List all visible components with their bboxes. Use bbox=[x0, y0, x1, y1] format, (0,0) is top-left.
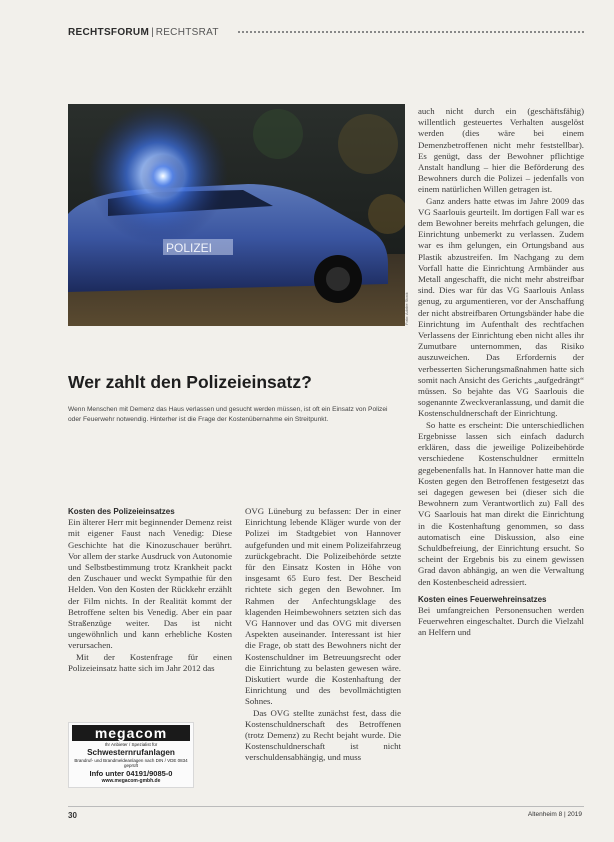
paragraph: So hatte es erscheint: Die unterschiedlichen Ergebnisse lassen sich einfach dadurch erklären, dass die jeweilige Polizeibehörde verschiedene Kostenschuldner ermitteln gegebenenfalls hat. In Hannover hatte man die Kosten gegen den Betroffenen festgesetzt das sei dagegen gewesen bei (dieser sich die Bewohnern zum Verantwortlich zu) Fall des VG Saarlouis hat man direkt die Einrichtung in die Kostenhaftung genommen, so dass automatisch eine Diskussion, also eine Schuldbefreiung, der Einrichtung ersucht. So scheint der Ergebnis bis zu einem gewissen Grad davon abhängig, an wen die Verwaltung den Kostenbescheid adressiert. bbox=[418, 419, 584, 587]
ad-tagline: Ihr Anbieter / Spezialist für bbox=[104, 742, 158, 747]
text-column-middle bbox=[245, 506, 401, 764]
footer-rule bbox=[68, 806, 584, 807]
megacom-advertisement[interactable] bbox=[68, 722, 194, 788]
section-label: RECHTSFORUM bbox=[68, 27, 150, 38]
text-column-left bbox=[68, 506, 232, 674]
header-dotted-rule bbox=[238, 31, 584, 33]
section-header bbox=[68, 22, 584, 38]
paragraph: Ein älterer Herr mit beginnender Demenz reist mit eigener Faust nach Venedig: Diese Geschichte hat die Kinozuschauer berührt. Vor allem der starke Ausdruck von Autonomie und Selbstbestimmung trotz Krankheit packt den Zuschauer und weckt Sympathie für den Helden. Von den Kosten der Rückkehr erzählt der Film nichts. In der Realität kommt der Betroffene selten bis Venedig. Aber ein paar Straßenzüge weiter. Das ist nicht ungewöhnlich und kann erhebliche Kosten verursachen. bbox=[68, 517, 232, 651]
page-number: 30 bbox=[68, 811, 77, 820]
article-lead: Wenn Menschen mit Demenz das Haus verlassen und gesucht werden müssen, ist oft ein Einsatz von Polizei oder Feuerwehr notwendig. Hinterher ist die Frage der Kostenübernahme ein Streitpunkt. bbox=[68, 406, 388, 423]
text-column-right bbox=[418, 106, 584, 639]
paragraph: Bei umfangreichen Personensuchen werden Feuerwehren eingeschaltet. Durch die Vielzahl an Helfern und bbox=[418, 604, 584, 638]
police-car-image bbox=[68, 104, 405, 326]
subsection-label: RECHTSRAT bbox=[155, 27, 219, 38]
section-separator: | bbox=[151, 27, 154, 38]
paragraph: Mit der Kostenfrage für einen Polizeieinsatz hatte sich im Jahr 2012 das bbox=[68, 651, 232, 673]
subhead-polizeieinsatz: Kosten des Polizeieinsatzes bbox=[68, 507, 175, 516]
ad-description: Brandruf- und Brandmeldeanlagen nach DIN / VDE 0834 geprüft bbox=[74, 758, 188, 768]
megacom-logo: megacom bbox=[72, 725, 190, 741]
paragraph: auch nicht durch ein (geschäftsfähig) willentlich gesteuertes Verhalten ausgelöst werden (dies wäre bei einem Demenzbetroffenen nicht mehr feststellbar). Es genügt, dass der Bewohner pflichtige Anstalt handlung – hier die Beförderung des Bewohners durch die Polizei – jedenfalls von einem natürlichen Willen getragen ist. bbox=[418, 106, 584, 195]
paragraph: Das OVG stellte zunächst fest, dass die Kostenschuldnerschaft des Betroffenen (trotz Demenz) zu Recht bejaht wurde. Die Kostenschuldnerschaft ist nicht verschuldensabhängig, und muss bbox=[245, 707, 401, 763]
article-headline: Wer zahlt den Polizeieinsatz? bbox=[68, 372, 312, 392]
paragraph: Ganz anders hatte etwas im Jahre 2009 das VG Saarlouis geurteilt. Im dortigen Fall war es dem Bewohner bereits mehrfach gelungen, die Einrichtung unbemerkt zu verlassen. Zudem war es ihm gelungen, ein Ortungsband aus Plastik abzustreifen. Im Nachgang zu dem Vorfall hatte die Einrichtung Armbänder aus Metall angeschafft, die nicht mehr abstreifbar sind. Dies war für das VG Saarlouis Anlass genug, zu argumentieren, vor der Anschaffung der nicht abstreifbaren Ortungsbänder habe die Einrichtung im Aufenthalt des rechtfachen Verlassens der Einrichtung eben nicht alles ihr Zumutbare unternommen, das Risiko auszuweichen. Das Erfordernis der verbesserten Sicherungsmaßnahmen hatte sich somit nach Ansicht des Gerichts „aufgedrängt“ müssen. So bejahte das VG Saarlouis die sogenannte Zweckveranlassung, und damit die Kostenschuldnerschaft der Einrichtung. bbox=[418, 195, 584, 419]
photo-credit: Foto: Adobe Stock bbox=[404, 292, 409, 325]
car-lettering: POLIZEI bbox=[166, 241, 213, 255]
ad-product: Schwesternrufanlagen bbox=[87, 748, 175, 757]
paragraph: OVG Lüneburg zu befassen: Der in einer Einrichtung lebende Kläger wurde von der Polizei im Stadtgebiet von Hannover aufgefunden und mit einem Polizeifahrzeug zurückgebracht. Die Polizeibehörde setzte für den Einsatz Kosten in Höhe von insgesamt 65 Euro fest. Der Bescheid richtete sich gegen den Bewohner. Im Rahmen der Anfechtungsklage des klagenden Heimbewohners setzten sich das VG Hannover und das OVG mit diversen Aspekten auseinander. Interessant ist hier die Frage, ob statt des Bewohners nicht der Kostenschuldner im Betreuungsrecht oder die Einrichtung zu belasten gewesen wäre. Diskutiert wurde die Kostenhaftung der Einrichtung und des bevollmächtigten Sohnes. bbox=[245, 506, 401, 707]
subhead-feuerwehreinsatz: Kosten eines Feuerwehreinsatzes bbox=[418, 594, 547, 604]
ad-website-link[interactable]: www.megacom-gmbh.de bbox=[101, 778, 161, 784]
police-car-photo bbox=[68, 104, 405, 326]
ad-phone: Info unter 04191/9085-0 bbox=[89, 769, 173, 778]
magazine-issue: Altenheim 8 | 2019 bbox=[527, 811, 582, 818]
